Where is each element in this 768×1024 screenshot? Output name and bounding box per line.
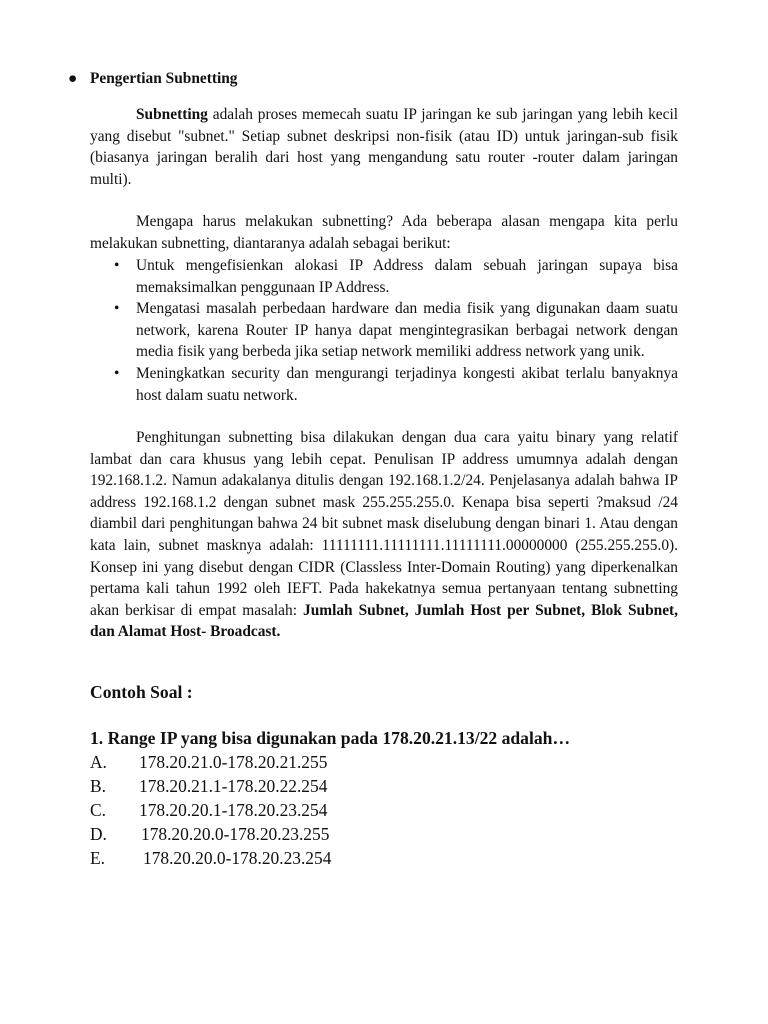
option-value: 178.20.20.0-178.20.23.255 [141,824,330,844]
calculation-text: Penghitungan subnetting bisa dilakukan dengan dua cara yaitu binary yang relatif lambat dan cara khusus yang lebih cepat. Penulisan IP address umumnya adalah dengan 192.168.1.2. Namun adakalanya ditulis dengan 192.168.1.2/24. Penjelasanya adalah bahwa IP address 192.168.1.2 dengan subnet mask 255.255.255.0. Kenapa bisa seperti ?maksud /24 diambil dari penghitungan bahwa 24 bit subnet mask diselubung dengan binari 1. Atau dengan kata lain, subnet masknya adalah: 11111111.11111111.11111111.00000000 (255.255.255.0). Konsep ini yang disebut dengan CIDR (Classless Inter-Domain Routing) yang diperkenalkan pertama kali tahun 1992 oleh IEFT. Pada hakekatnya semua pertanyaan tentang subnetting akan berkisar di empat masalah: [90,429,678,619]
example-heading: Contoh Soal : [90,682,193,702]
calculation-paragraph [90,427,678,643]
bullet-dot-icon: • [114,364,120,382]
option-value: 178.20.20.0-178.20.23.254 [143,848,332,868]
reason-text: Meningkatkan security dan mengurangi terjadinya kongesti akibat terlalu banyaknya host dalam suatu network. [136,364,678,404]
bullet-dot-icon: • [114,257,120,274]
option-value: 178.20.20.1-178.20.23.254 [139,800,328,820]
intro-text: adalah proses memecah suatu IP jaringan ke sub jaringan yang lebih kecil yang disebut "subnet." Setiap subnet deskripsi non-fisik (atau ID) untuk jaringan-sub fisik (biasanya jaringan beralih dari host yang mengandung satu router -router dalam jaringan multi). [90,106,678,188]
option-letter: C. [90,800,106,820]
list-item [114,363,678,406]
question-text: 1. Range IP yang bisa digunakan pada 178.20.21.13/22 adalah… [90,728,571,748]
option-value: 178.20.21.1-178.20.22.254 [139,776,328,796]
option-letter: E. [90,848,105,868]
reasons-paragraph: Mengapa harus melakukan subnetting? Ada beberapa alasan mengapa kita perlu melakukan subnetting, diantaranya adalah sebagai berikut: [90,213,678,252]
section-title: Pengertian Subnetting [90,70,238,87]
option-letter: D. [90,824,107,844]
option-letter: B. [90,776,106,796]
bullet-dot-icon: • [114,300,120,318]
option-value: 178.20.21.0-178.20.21.255 [139,752,328,772]
intro-paragraph [90,104,678,190]
reasons-list [114,255,678,406]
reason-text: Mengatasi masalah perbedaan hardware dan media fisik yang digunakan daam suatu network, karena Router IP hanya dapat mengintegrasikan berbagai network dengan media fisik yang berbeda jika setiap network memiliki address network yang unik. [136,300,678,361]
bullet-dot-icon: ● [68,70,78,87]
list-item [114,298,678,363]
intro-term: Subnetting [136,106,208,123]
reason-text: Untuk mengefisienkan alokasi IP Address dalam sebuah jaringan supaya bisa memaksimalkan penggunaan IP Address. [136,257,678,296]
option-letter: A. [90,752,107,772]
calculation-bold-tail: Jumlah Subnet, Jumlah Host per Subnet, Blok Subnet, dan Alamat Host- Broadcast. [90,601,678,641]
list-item [114,255,678,298]
